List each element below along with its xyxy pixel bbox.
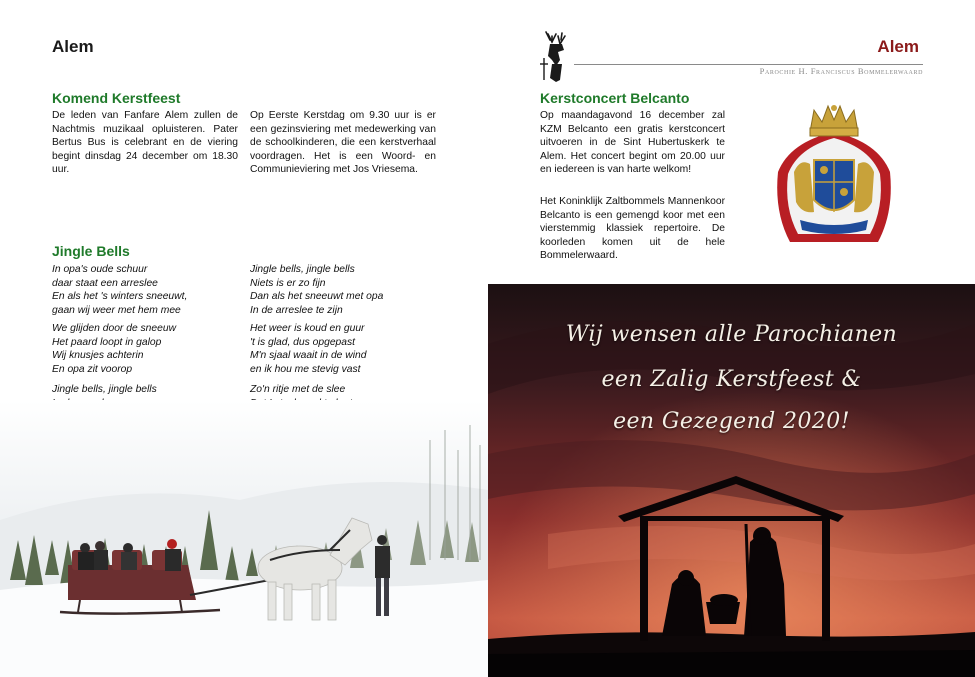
song-stanza <box>52 263 187 317</box>
song-line: 't is glad, dus opgepast <box>250 336 356 348</box>
song-line: Wij knusjes achterin <box>52 350 144 361</box>
page-header-right: Alem <box>877 37 919 56</box>
article-kerstfeest-col2: Op Eerste Kerstdag om 9.30 uur is er een gezinsviering met medewerking van de schoolkinderen, die een kerstverhaal voordragen. Het is een Woord- en Communieviering met Jos Vriesema. <box>250 110 436 175</box>
song-line: In de arreslee te zijn <box>250 304 343 316</box>
article-title-belcanto: Kerstconcert Belcanto <box>540 90 690 106</box>
song-line: In opa's oude schuur <box>52 264 148 275</box>
article-belcanto-p2: Het Koninklijk Zaltbommels Mannenkoor Belcanto is een gemengd koor met een vierstemmig klassiek repertoire. De koorleden komen uit de hele Bommelerwaard. <box>540 196 725 261</box>
song-line: gaan wij weer met hem mee <box>52 304 181 316</box>
greeting-line: een Gezegend 2020! <box>613 409 850 434</box>
song-line: En opa zit voorop <box>52 363 133 375</box>
song-line: Zo'n ritje met de slee <box>250 384 346 395</box>
song-stanza <box>250 263 383 317</box>
greeting-line: een Zalig Kerstfeest & <box>601 367 862 392</box>
song-line: Het paard loopt in galop <box>52 336 162 348</box>
song-line: En als het 's winters sneeuwt, <box>52 291 188 302</box>
song-line: daar staat een arreslee <box>52 277 158 289</box>
song-line: Het weer is koud en guur <box>250 323 365 334</box>
parish-subtitle: Parochie H. Franciscus Bommelerwaard <box>759 66 923 76</box>
greeting-line: Wij wensen alle Parochianen <box>565 322 898 347</box>
song-line: We glijden door de sneeuw <box>52 323 177 334</box>
song-line: Jingle bells, jingle bells <box>250 264 355 275</box>
page-header-left: Alem <box>52 37 94 56</box>
article-kerstfeest-col1: De leden van Fanfare Alem zullen de Nachtmis muzikaal opluisteren. Pater Bertus Bus is celebrant en de viering begint dinsdag 24 december om 18.30 uur. <box>52 110 238 175</box>
right-page <box>488 0 975 677</box>
header-rule <box>574 64 923 65</box>
royal-crest-icon <box>770 102 898 252</box>
nativity-greeting-image <box>488 284 975 677</box>
song-line: M'n sjaal waait in de wind <box>250 350 367 361</box>
song-line: Jingle bells, jingle bells <box>52 384 157 395</box>
song-stanza <box>250 322 366 376</box>
song-line: Niets is er zo fijn <box>250 277 326 289</box>
song-line: en ik hou me stevig vast <box>250 363 361 375</box>
article-title-jingle-bells: Jingle Bells <box>52 243 130 259</box>
song-line: Dan als het sneeuwt met opa <box>250 291 384 302</box>
winter-sleigh-photo <box>0 400 488 677</box>
article-title-kerstfeest: Komend Kerstfeest <box>52 90 181 106</box>
article-belcanto-p1: Op maandagavond 16 december zal KZM Belcanto een gratis kerstconcert uitvoeren in de Sint Hubertuskerk te Alem. Het concert begint om 20.00 uur en iedereen is van harte welkom! <box>540 110 725 175</box>
hubertus-deer-icon <box>538 30 572 84</box>
song-stanza <box>52 322 176 376</box>
